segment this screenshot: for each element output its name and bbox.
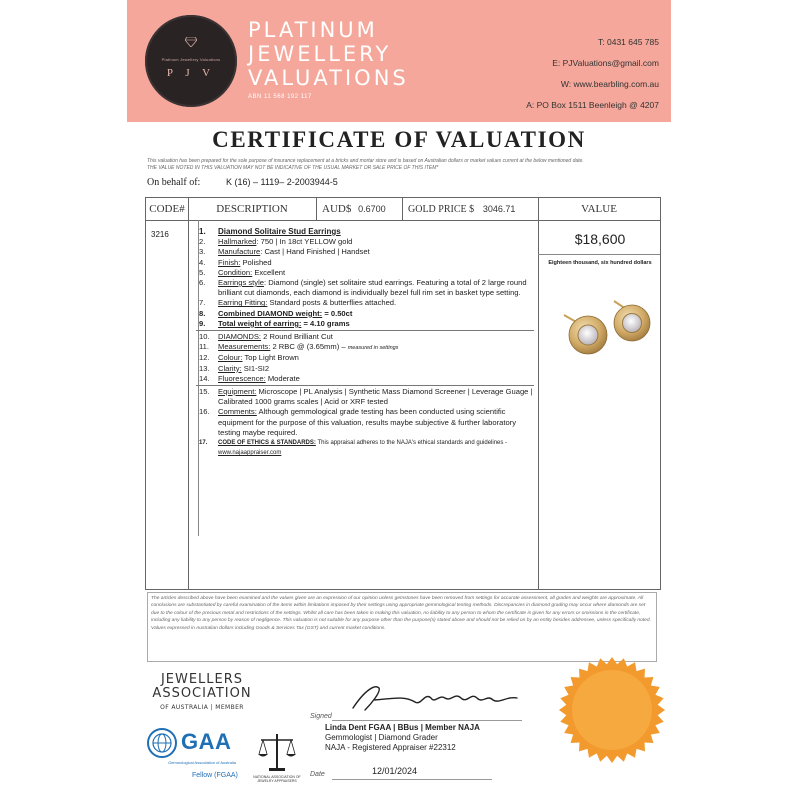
valuation-table [145,197,661,590]
item-text: Excellent [252,267,286,277]
item-text: : 750 | In 18ct YELLOW gold [256,237,353,247]
brand-line: JEWELLERY [248,42,392,66]
column-divider [316,198,317,220]
signer-title: Gemmologist | Diamond Grader [325,733,438,742]
item-number: 4. [199,257,206,267]
item-text: Although gemmological grade testing has been conducted using scientific equipment for the purpose of this valuation, results maybe subjective & further laboratory testing maybe required. [218,407,517,437]
item-key: Manufacture [218,247,261,257]
description-item [196,298,534,308]
behalf-label: On behalf of: [147,177,201,188]
ja-line: JEWELLERS [160,672,244,687]
item-text: = 0.50ct [322,308,353,318]
signer-registration: NAJA - Registered Appraiser #22312 [325,743,456,752]
gold-label: GOLD PRICE $ [408,204,475,215]
item-key: Finish: [218,257,241,267]
item-number: 17. [199,440,208,447]
brand-name [248,18,409,90]
item-number: 11. [199,342,209,352]
item-link: www.najaappraiser.com [218,450,282,457]
contact-phone: T: 0431 645 785 [598,37,659,47]
description-item [196,342,534,353]
item-number: 1. [199,227,206,236]
date-label: Date [310,771,325,778]
value-divider [538,254,660,255]
item-number: 12. [199,353,210,363]
earrings-photo [558,293,658,373]
description-item [196,258,534,268]
signer-details [325,723,480,753]
item-number: 15. [199,387,210,397]
description-item [196,407,534,438]
jewellers-association-logo [147,673,257,711]
item-text: Microscope | PL Analysis | Synthetic Mass Diamond Screener | Leverage Guage | Calibrated 1000 grams scales | Acid or XRF tested [218,387,533,407]
item-text: This appraisal adheres to the NAJA's ethical standards and guidelines - [315,440,508,447]
ja-line: ASSOCIATION [152,686,252,701]
signature-image [335,678,525,718]
behalf-reference: K (16) – 1119– 2-2003944-5 [226,177,338,187]
item-key: Condition: [218,267,253,277]
gold-value: 3046.71 [482,204,516,214]
item-key: Diamond Solitaire Stud Earrings [218,227,341,236]
column-divider [188,198,189,589]
item-separator [196,385,534,386]
item-text: Polished [240,257,272,267]
item-number: 9. [199,318,206,328]
bottom-disclaimer: The articles described above have been examined and the values given are an expression of our opinion unless gemstones have been removed from settings for accurate assessment, all grades and weights are approximate. All conclusions are substantiated by careful examination of the items within limitations imposed by their settings using appropriate gemmological testing methods. Discrepancies in diamond grading may occur where diamonds are set due to the colour of the precious metal and restrictions of the settings. Whilst all care has been taken in making this valuation, no liability to any person to whom the certificate is given for any errors or omissions in the certificate, including any liability to any person by reason of negligence. This valuation is not suitable for any purpose other than the purpose(s) stated above and should not be relied on by an entity besides addressee, unless specifically noted. Values expressed in Australian dollars including Goods & Services Tax (GST) and current market conditions. [147,592,657,662]
description-item [196,353,534,363]
description-item [196,309,534,319]
header-band [127,0,671,122]
date-line [332,779,492,780]
description-item [196,332,534,342]
header-description: DESCRIPTION [188,198,316,221]
logo-initials: P J V [166,67,216,79]
contact-email: E: PJValuations@gmail.com [552,58,659,68]
description-item [196,319,534,329]
item-number: 16. [199,407,210,417]
contact-website: W: www.bearbling.com.au [560,79,659,89]
valuation-amount-words: Eighteen thousand, six hundred dollars [548,260,652,266]
gold-seal-icon [557,655,667,765]
item-number: 3. [199,247,206,257]
item-description-list [196,227,534,458]
header-value: VALUE [538,198,660,221]
header-gold-price [402,198,538,221]
description-item [196,364,534,374]
item-key: Clarity: [218,363,242,373]
signed-label: Signed [310,713,332,720]
item-code: 3216 [151,230,169,239]
pjv-logo [145,15,237,107]
item-number: 10. [199,332,210,342]
top-disclaimer-line: This valuation has been prepared for the sole purpose of insurance replacement at a bricks and mortar store and is based on Australian dollars or market values current at the below mentioned date. [147,158,584,164]
item-number: 13. [199,363,210,373]
item-number: 5. [199,267,206,277]
item-text: Moderate [265,373,300,383]
item-key: DIAMONDS: [218,332,262,342]
item-text: Standard posts & butterflies attached. [267,298,397,308]
item-key: CODE OF ETHICS & STANDARDS: [218,440,316,447]
top-disclaimer [147,158,667,172]
column-divider [538,198,539,589]
globe-icon [147,728,177,758]
description-item [196,374,534,384]
description-item [196,227,534,237]
abn-number: ABN 11 568 192 117 [248,94,312,100]
contact-info [526,32,659,116]
item-text: = 4.10 grams [301,318,350,328]
item-text: 2 RBC @ (3.65mm) – [270,342,348,352]
column-divider [402,198,403,220]
aud-value: 0.6700 [358,204,386,214]
description-item [196,387,534,407]
item-key: Earring Fitting: [218,298,268,308]
item-number: 6. [199,278,206,288]
item-text: Top Light Brown [242,353,299,363]
gaa-full-name: Gemmological Association of Australia [168,760,236,765]
header-aud [316,198,402,221]
item-key: Measurements: [218,342,271,352]
description-item [196,237,534,247]
item-note: measured in settings [347,345,399,352]
aud-label: AUD$ [322,203,352,215]
top-disclaimer-line: THE VALUE NOTED IN THIS VALUATION MAY NOT BE INDICATIVE OF THE USUAL MARKET OR SALE PRICE OF THIS ITEM* [147,165,439,171]
gaa-acronym: GAA [181,729,232,754]
item-separator [196,330,534,331]
brand-line: VALUATIONS [248,66,409,90]
item-key: Hallmarked [218,237,257,247]
item-key: Colour: [218,353,243,363]
certificate-page [127,0,671,800]
certificate-title: CERTIFICATE OF VALUATION [212,127,586,152]
signature-line [332,720,522,721]
header-code: CODE# [146,198,188,221]
item-key: Total weight of earring: [218,318,302,328]
description-item [196,438,534,458]
item-key: Fluorescence: [218,373,266,383]
diamond-icon [185,37,197,47]
item-key: Combined DIAMOND weight: [218,308,323,318]
item-text: : Cast | Hand Finished | Handset [260,247,370,257]
naja-name: NATIONAL ASSOCIATION OF JEWELRY APPRAISERS [253,775,301,783]
item-number: 14. [199,373,210,383]
item-text: : Diamond (single) set solitaire stud earrings. Featuring a total of 2 large round brilliant cut diamonds, each diamond is individually bezel full rim set in basket type setting. [218,278,527,298]
ja-line: OF AUSTRALIA | MEMBER [160,704,244,711]
description-item [196,247,534,257]
valuation-date: 12/01/2024 [372,766,418,776]
item-number: 7. [199,298,206,308]
item-key: Earrings style [218,278,265,288]
on-behalf-of [147,177,338,188]
item-number: 2. [199,237,206,247]
description-item [196,278,534,298]
item-key: Comments: [218,407,257,417]
item-text: SI1-SI2 [241,363,270,373]
item-key: Equipment: [218,387,257,397]
gaa-fellow: Fellow (FGAA) [192,772,238,779]
logo-small-text: Platinum Jewellery Valuations [161,57,221,62]
description-item [196,268,534,278]
valuation-amount: $18,600 [574,231,626,247]
signer-name: Linda Dent FGAA | BBus | Member NAJA [325,723,480,732]
contact-address: A: PO Box 1511 Beenleigh @ 4207 [526,100,659,110]
item-number: 8. [199,308,206,318]
brand-line: PLATINUM [248,18,378,42]
item-text: 2 Round Brilliant Cut [261,332,333,342]
